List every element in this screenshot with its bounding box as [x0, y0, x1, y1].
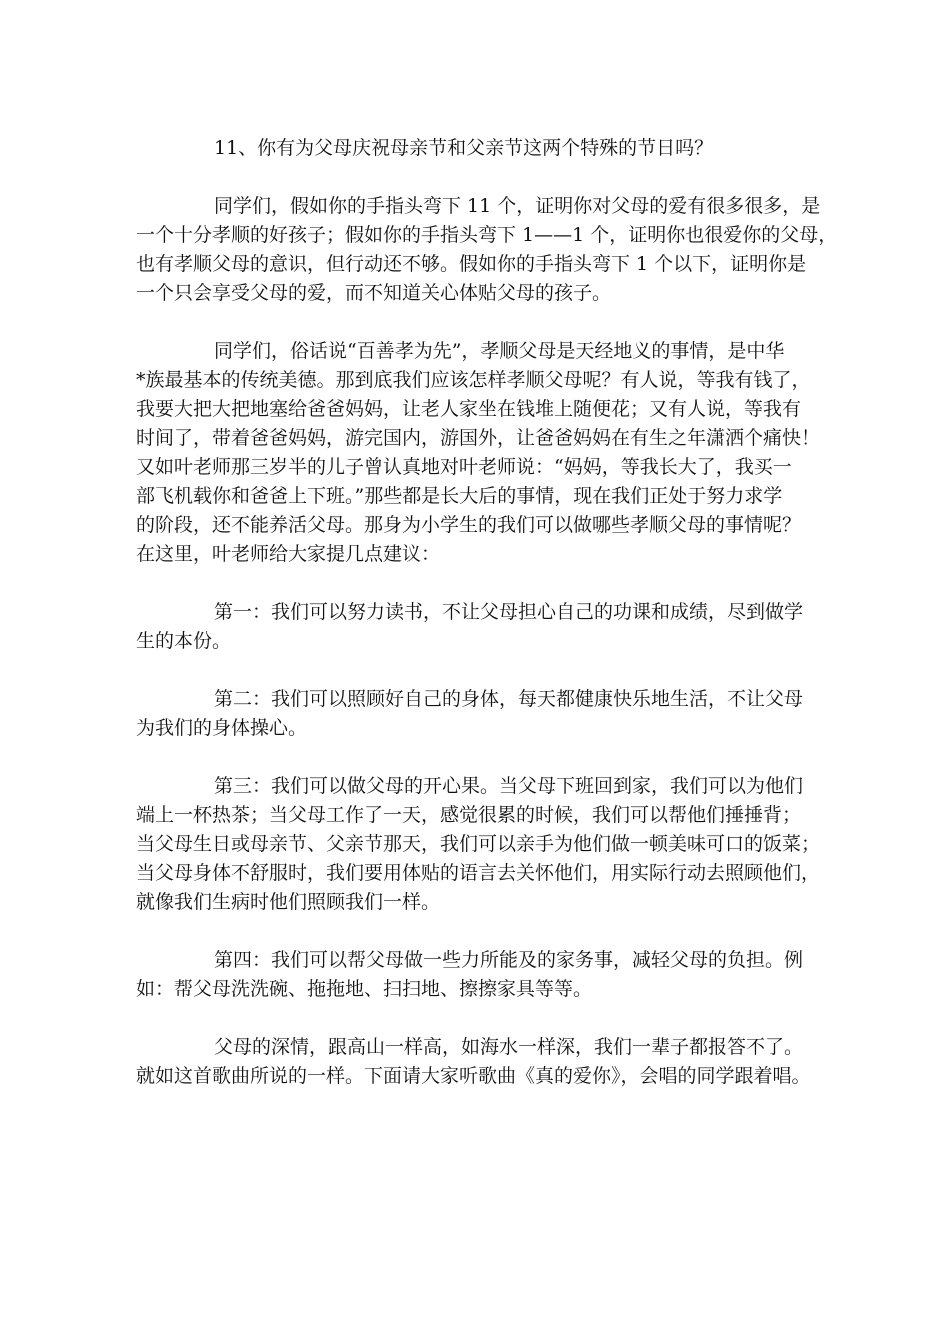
paragraph-filial-piety-intro	[136, 337, 826, 569]
text-line: 一个只会享受父母的爱，而不知道关心体贴父母的孩子。	[136, 282, 612, 304]
document-page	[136, 134, 838, 1120]
paragraph-suggestion-3	[136, 772, 826, 917]
text-line: 为我们的身体操心。	[136, 717, 308, 739]
text-line: 时间了，带着爸爸妈妈，游完国内，游国外，让爸爸妈妈在有生之年潇洒个痛快！	[136, 427, 821, 449]
text-line: 一个十分孝顺的好孩子；假如你的手指头弯下 1——1 个，证明你也很爱你的父母，	[136, 224, 838, 246]
text-line: 在这里，叶老师给大家提几点建议：	[136, 543, 441, 565]
text-line: 就如这首歌曲所说的一样。下面请大家听歌曲《真的爱你》，会唱的同学跟着唱。	[136, 1065, 811, 1087]
text-line: 父母的深情，跟高山一样高，如海水一样深，我们一辈子都报答不了。	[214, 1036, 804, 1058]
text-line: 11、你有为父母庆祝母亲节和父亲节这两个特殊的节日吗？	[214, 137, 714, 159]
text-line: 端上一杯热茶；当父母工作了一天，感觉很累的时候，我们可以帮他们捶捶背；	[136, 804, 802, 826]
paragraph-question-11	[136, 134, 826, 163]
text-line: 当父母身体不舒服时，我们要用体贴的语言去关怀他们，用实际行动去照顾他们，	[136, 862, 821, 884]
text-line: 如：帮父母洗洗碗、拖拖地、扫扫地、擦擦家具等等。	[136, 978, 593, 1000]
paragraph-result-explanation	[136, 192, 838, 308]
text-line: 同学们，俗话说“百善孝为先”，孝顺父母是天经地义的事情，是中华	[214, 340, 785, 362]
paragraph-suggestion-1	[136, 598, 826, 656]
text-line: 第四：我们可以帮父母做一些力所能及的家务事，减轻父母的负担。例	[214, 949, 804, 971]
paragraph-suggestion-4	[136, 946, 826, 1004]
text-line: 我要大把大把地塞给爸爸妈妈，让老人家坐在钱堆上随便花；又有人说，等我有	[136, 398, 802, 420]
text-line: 也有孝顺父母的意识，但行动还不够。假如你的手指头弯下 1 个以下，证明你是	[136, 253, 807, 275]
text-line: *族最基本的传统美德。那到底我们应该怎样孝顺父母呢？有人说，等我有钱了，	[136, 369, 811, 391]
text-line: 第二：我们可以照顾好自己的身体，每天都健康快乐地生活，不让父母	[214, 688, 804, 710]
text-line: 同学们，假如你的手指头弯下 11 个，证明你对父母的爱有很多很多，是	[214, 195, 821, 217]
text-line: 就像我们生病时他们照顾我们一样。	[136, 891, 441, 913]
text-line: 的阶段，还不能养活父母。那身为小学生的我们可以做哪些孝顺父母的事情呢？	[136, 514, 802, 536]
paragraph-suggestion-2	[136, 685, 826, 743]
text-line: 第一：我们可以努力读书，不让父母担心自己的功课和成绩，尽到做学	[214, 601, 804, 623]
text-line: 生的本份。	[136, 630, 232, 652]
text-line: 部飞机载你和爸爸上下班。”那些都是长大后的事情，现在我们正处于努力求学	[136, 485, 783, 507]
paragraph-closing	[136, 1033, 826, 1091]
text-line: 当父母生日或母亲节、父亲节那天，我们可以亲手为他们做一顿美味可口的饭菜；	[136, 833, 821, 855]
text-line: 第三：我们可以做父母的开心果。当父母下班回到家，我们可以为他们	[214, 775, 804, 797]
text-line: 又如叶老师那三岁半的儿子曾认真地对叶老师说：“妈妈，等我长大了，我买一	[136, 456, 792, 478]
